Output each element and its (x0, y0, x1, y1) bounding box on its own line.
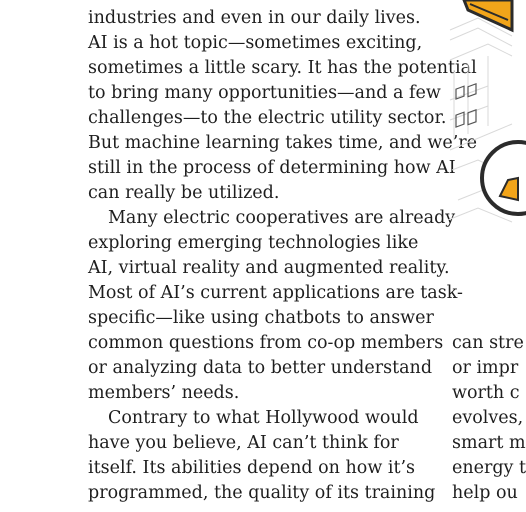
text-line: worth c (452, 383, 520, 403)
text-line: programmed, the quality of its training (88, 483, 436, 503)
text-line: AI, virtual reality and augmented reality. (88, 258, 450, 278)
text-line: can stre (452, 333, 524, 353)
magnifier-circle-icon (482, 142, 526, 214)
text-line: challenges—to the electric utility sector. (88, 108, 447, 128)
text-line: members’ needs. (88, 383, 240, 403)
text-line: itself. Its abilities depend on how it’s (88, 458, 416, 478)
text-line: industries and even in our daily lives. (88, 8, 421, 28)
text-line: exploring emerging technologies like (88, 233, 419, 253)
text-line: have you believe, AI can’t think for (88, 433, 399, 453)
text-line: sometimes a little scary. It has the potential (88, 58, 477, 78)
article-main-column (88, 0, 478, 506)
text-line: evolves, (452, 408, 524, 428)
text-line: AI is a hot topic—sometimes exciting, (88, 33, 423, 53)
text-line: But machine learning takes time, and we’re (88, 133, 478, 153)
text-line: or analyzing data to better understand (88, 358, 433, 378)
smart-city-illustration (448, 0, 512, 240)
text-line: energy t (452, 458, 526, 478)
text-line: Most of AI’s current applications are task- (88, 283, 463, 303)
text-line: to bring many opportunities—and a few (88, 83, 441, 103)
text-line: Contrary to what Hollywood would (108, 408, 419, 428)
article-right-column (452, 331, 526, 506)
text-line: or impr (452, 358, 519, 378)
text-line: help ou (452, 483, 518, 503)
text-line: specific—like using chatbots to answer (88, 308, 434, 328)
text-line: can really be utilized. (88, 183, 280, 203)
text-line: Many electric cooperatives are already (108, 208, 456, 228)
text-line: smart m (452, 433, 526, 453)
text-line: still in the process of determining how AI (88, 158, 456, 178)
text-line: common questions from co-op members (88, 333, 444, 353)
window-sketch (456, 84, 476, 127)
